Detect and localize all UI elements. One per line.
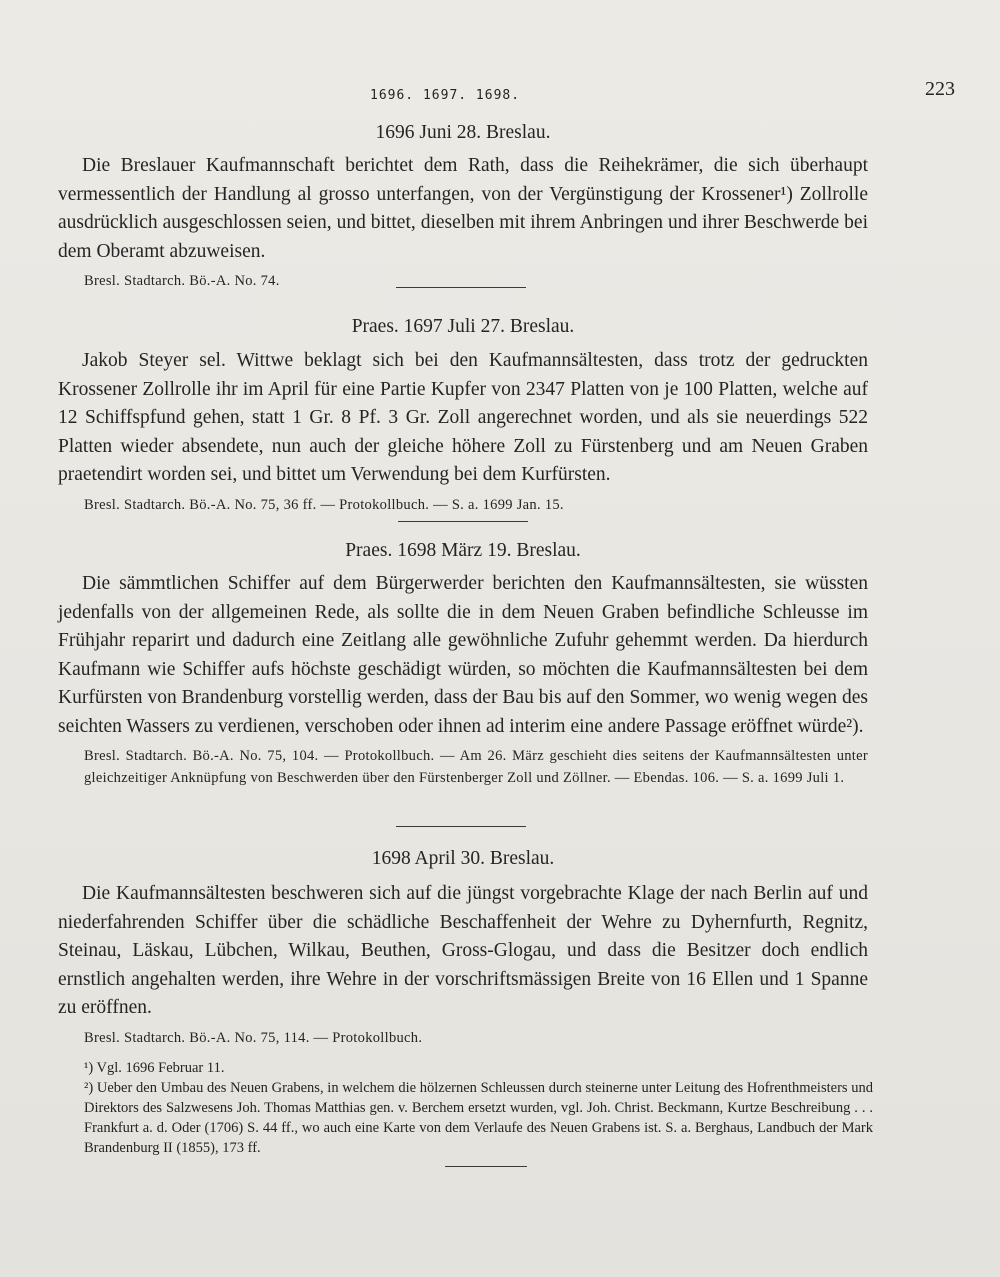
- entry-source: Bresl. Stadtarch. Bö.-A. No. 74.: [84, 273, 280, 289]
- entry-4: [58, 846, 868, 1049]
- separator-rule: [398, 521, 528, 522]
- footer-rule: [445, 1166, 527, 1167]
- entry-text: Die sämmtlichen Schiffer auf dem Bürgerwerder berichten den Kaufmannsältesten, sie wüssten jedenfalls von der allgemeinen Rede, als sollte die in dem Neuen Graben befindliche Schleusse im Frühjahr reparirt und dadurch eine Zeitlang alle gewöhnliche Zufuhr gehemmt werden. Da hierdurch Kaufmann wie Schiffer aufs höchste geschädigt würden, so möchten die Kaufmannsältesten bei dem Kurfürsten von Brandenburg vorstellig werden, dass der Bau bis auf den Sommer, wo wenig wegen des seichten Wassers zu verdienen, verschoben oder ihnen ad interim eine andere Passage eröffnet würde²).: [58, 573, 868, 737]
- footnote-1: ¹) Vgl. 1696 Februar 11.: [84, 1060, 225, 1076]
- page-number: 223: [925, 78, 955, 100]
- entry-2: [58, 314, 868, 516]
- running-title: 1696. 1697. 1698.: [370, 88, 521, 103]
- separator-rule: [396, 826, 526, 827]
- entry-text: Jakob Steyer sel. Wittwe beklagt sich bei den Kaufmannsältesten, dass trotz der gedruckten Krossener Zollrolle ihr im April für eine Partie Kupfer von 2347 Platten von je 100 Platten, welche auf 12 Schiffspfund gehen, statt 1 Gr. 8 Pf. 3 Gr. Zoll angerechnet worden, und als sie neuerdings 522 Platten wieder absendete, nun auch der gleiche höhere Zoll zu Fürstenberg und am Neuen Graben praetendirt worden sei, und bittet um Verwendung bei dem Kurfürsten.: [58, 350, 868, 485]
- entry-heading: Praes. 1697 Juli 27. Breslau.: [351, 316, 575, 337]
- entry-3: [58, 538, 868, 789]
- entry-heading: 1696 Juni 28. Breslau.: [375, 122, 551, 143]
- entry-text: Die Breslauer Kaufmannschaft berichtet dem Rath, dass die Reihekrämer, die sich überhaupt vermessentlich der Handlung al grosso unterfangen, von der Vergünstigung der Krossener¹) Zollrolle ausdrücklich ausgeschlossen seien, und bittet, dieselben mit ihrem Anbringen und ihrer Beschwerde bei dem Oberamt abzuweisen.: [58, 155, 868, 262]
- entry-text: Die Kaufmannsältesten beschweren sich auf die jüngst vorgebrachte Klage der nach Berlin auf und niederfahrenden Schiffer über die schädliche Beschaffenheit der Wehre zu Dyhernfurth, Regnitz, Steinau, Läskau, Lübchen, Wilkau, Beuthen, Gross-Glogau, und dass die Besitzer doch endlich ernstlich angehalten werden, ihre Wehre in der vorschriftsmässigen Breite von 16 Ellen und 1 Spanne zu eröffnen.: [58, 883, 868, 1018]
- entry-1: [58, 120, 868, 292]
- entry-source: Bresl. Stadtarch. Bö.-A. No. 75, 104. — Protokollbuch. — Am 26. März geschieht dies seitens der Kaufmannsältesten unter gleichzeitiger Anknüpfung von Beschwerden über den Fürstenberger Zoll und Zöllner. — Ebendas. 106. — S. a. 1699 Juli 1.: [84, 748, 868, 786]
- entry-source: Bresl. Stadtarch. Bö.-A. No. 75, 36 ff. — Protokollbuch. — S. a. 1699 Jan. 15.: [84, 496, 564, 513]
- separator-rule: [396, 287, 526, 288]
- footnotes: [58, 1058, 873, 1158]
- entry-heading: 1698 April 30. Breslau.: [371, 848, 555, 869]
- entry-source: Bresl. Stadtarch. Bö.-A. No. 75, 114. — Protokollbuch.: [84, 1029, 423, 1046]
- footnote-2: ²) Ueber den Umbau des Neuen Grabens, in welchem die hölzernen Schleussen durch steinerne unter Leitung des Hofrenthmeisters und Direktors des Salzwesens Joh. Thomas Matthias gen. v. Berchem ersetzt wurden, vgl. Joh. Christ. Beckmann, Kurtze Beschreibung . . . Frankfurt a. d. Oder (1706) S. 44 ff., wo auch eine Karte von dem Verlaufe des Neuen Grabens ist. S. a. Berghaus, Landbuch der Mark Brandenburg II (1855), 173 ff.: [84, 1080, 873, 1156]
- entry-heading: Praes. 1698 März 19. Breslau.: [345, 540, 581, 561]
